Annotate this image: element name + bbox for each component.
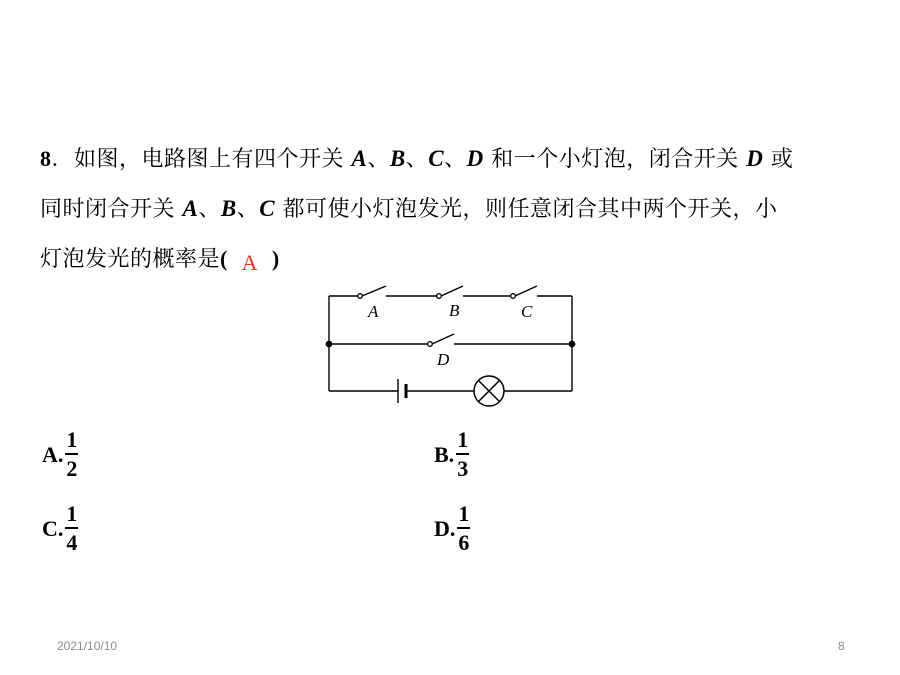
fraction xyxy=(64,503,79,554)
footer-page-number: 8 xyxy=(838,639,845,653)
switch-variable: B xyxy=(220,196,237,221)
option-c[interactable] xyxy=(42,503,79,554)
option-label: B. xyxy=(434,441,455,467)
fraction-denominator: 2 xyxy=(66,456,78,481)
circuit-diagram xyxy=(318,282,588,412)
switch-a-label: A xyxy=(368,302,379,321)
switch-c-blade xyxy=(515,286,537,296)
junction-right xyxy=(569,341,576,348)
switch-variable: C xyxy=(259,196,276,221)
option-label: D. xyxy=(434,515,456,541)
fraction-denominator: 4 xyxy=(66,530,78,555)
fraction-numerator: 1 xyxy=(457,427,469,452)
switch-variable: D xyxy=(746,146,764,171)
question-text-segment: 或 xyxy=(763,147,794,172)
question-line-2 xyxy=(40,184,870,234)
switch-d-blade xyxy=(432,334,454,344)
question-text-segment: 、 xyxy=(198,197,221,222)
switch-d-contact xyxy=(428,342,433,347)
answer-open-paren: ( xyxy=(220,246,228,271)
fraction xyxy=(455,429,470,480)
switch-c-contact xyxy=(511,294,516,299)
fraction-numerator: 1 xyxy=(66,427,78,452)
answer-mark: A xyxy=(241,250,259,275)
switch-variable: B xyxy=(389,146,406,171)
question-text-segment: ．如图，电路图上有四个开关 xyxy=(51,147,352,172)
switch-b-blade xyxy=(441,286,463,296)
switch-b-label: B xyxy=(449,301,460,320)
question-text-segment: 同时闭合开关 xyxy=(40,197,183,222)
junction-left xyxy=(326,341,333,348)
question-text-segment: 灯泡发光的概率是 xyxy=(40,247,221,272)
fraction-denominator: 6 xyxy=(458,530,470,555)
switch-variable: C xyxy=(428,146,445,171)
switch-a-blade xyxy=(362,286,386,296)
answer-close-paren: ) xyxy=(271,246,280,271)
switch-b-contact xyxy=(437,294,442,299)
question-text-segment: 、 xyxy=(405,147,429,172)
option-label: C. xyxy=(42,515,64,541)
circuit-svg xyxy=(318,282,588,412)
footer-date: 2021/10/10 xyxy=(57,639,118,653)
question-text xyxy=(40,134,870,284)
question-line-1 xyxy=(40,134,870,184)
question-text-segment: 、 xyxy=(367,147,390,172)
switch-variable: A xyxy=(182,196,199,221)
switch-d-label: D xyxy=(437,350,450,369)
option-a[interactable] xyxy=(42,429,79,480)
option-b[interactable] xyxy=(434,429,470,480)
question-text-segment: 和一个小灯泡，闭合开关 xyxy=(483,147,747,172)
switch-c-label: C xyxy=(521,302,533,321)
option-label: A. xyxy=(42,441,64,467)
fraction-numerator: 1 xyxy=(66,501,78,526)
switch-variable: A xyxy=(351,146,368,171)
question-text-segment: 、 xyxy=(236,197,260,222)
fraction-denominator: 3 xyxy=(457,456,469,481)
fraction-numerator: 1 xyxy=(458,501,470,526)
option-d[interactable] xyxy=(434,503,471,554)
fraction xyxy=(64,429,79,480)
question-number: 8 xyxy=(40,146,52,171)
switch-variable: D xyxy=(466,146,484,171)
question-text-segment: 、 xyxy=(444,147,467,172)
fraction xyxy=(456,503,471,554)
switch-a-contact xyxy=(358,294,363,299)
question-text-segment: 都可使小灯泡发光，则任意闭合其中两个开关，小 xyxy=(275,197,778,222)
question-line-3 xyxy=(40,234,870,284)
